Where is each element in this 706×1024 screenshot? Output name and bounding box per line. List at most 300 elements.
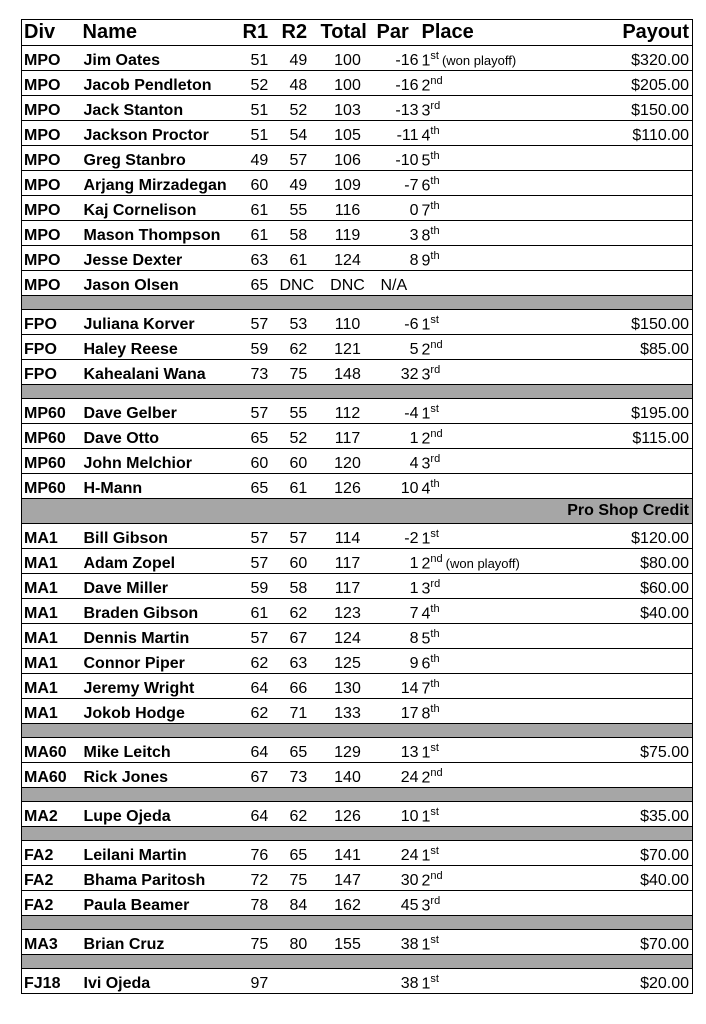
separator-row	[22, 499, 693, 524]
round2-cell: 71	[280, 699, 319, 724]
par-cell: 45	[375, 891, 420, 916]
total-cell: 103	[319, 96, 375, 121]
player-name-cell: Dave Gelber	[81, 399, 241, 424]
par-cell: 38	[375, 969, 420, 994]
round2-cell: 60	[280, 549, 319, 574]
round2-cell: DNC	[280, 271, 319, 296]
round1-cell: 51	[241, 46, 280, 71]
place-number: 1	[421, 316, 431, 333]
division-cell: MPO	[22, 221, 81, 246]
place-suffix: st	[430, 972, 439, 985]
place-number: 1	[421, 847, 431, 864]
division-cell: MPO	[22, 96, 81, 121]
place-cell	[420, 524, 575, 549]
place-suffix: nd	[430, 869, 443, 882]
par-cell: 10	[375, 802, 420, 827]
place-number: 7	[421, 680, 431, 697]
place-cell	[420, 891, 575, 916]
player-name-cell: Dennis Martin	[81, 624, 241, 649]
place-cell	[420, 674, 575, 699]
round1-cell: 67	[241, 763, 280, 788]
round2-cell: 66	[280, 674, 319, 699]
division-cell: FA2	[22, 866, 81, 891]
player-name-cell: Greg Stanbro	[81, 146, 241, 171]
place-suffix: nd	[430, 766, 443, 779]
round2-cell: 65	[280, 738, 319, 763]
place-suffix: st	[430, 844, 439, 857]
table-row	[22, 271, 693, 296]
place-suffix: st	[430, 402, 439, 415]
place-suffix: rd	[430, 452, 441, 465]
place-cell	[420, 699, 575, 724]
total-cell: 105	[319, 121, 375, 146]
place-cell	[420, 146, 575, 171]
round1-cell: 61	[241, 599, 280, 624]
round2-cell: 62	[280, 335, 319, 360]
place-suffix: th	[430, 477, 440, 490]
payout-cell: $40.00	[575, 866, 693, 891]
round2-cell: 62	[280, 802, 319, 827]
header-par: Par	[375, 20, 420, 46]
division-cell: MPO	[22, 246, 81, 271]
par-cell: 17	[375, 699, 420, 724]
round1-cell: 64	[241, 802, 280, 827]
place-suffix: st	[430, 741, 439, 754]
results-body	[22, 46, 693, 994]
round1-cell: 60	[241, 449, 280, 474]
header-total: Total	[319, 20, 375, 46]
payout-cell: $70.00	[575, 930, 693, 955]
player-name-cell: Mike Leitch	[81, 738, 241, 763]
total-cell: 121	[319, 335, 375, 360]
player-name-cell: Jeremy Wright	[81, 674, 241, 699]
place-number: 9	[421, 252, 431, 269]
round2-cell: 61	[280, 246, 319, 271]
payout-cell: $80.00	[575, 549, 693, 574]
par-cell: 10	[375, 474, 420, 499]
round1-cell: 57	[241, 549, 280, 574]
player-name-cell: Rick Jones	[81, 763, 241, 788]
header-r2: R2	[280, 20, 319, 46]
player-name-cell: Brian Cruz	[81, 930, 241, 955]
table-row	[22, 891, 693, 916]
payout-cell: $120.00	[575, 524, 693, 549]
player-name-cell: Juliana Korver	[81, 310, 241, 335]
place-number: 1	[421, 975, 431, 992]
place-suffix: rd	[430, 363, 441, 376]
round1-cell: 64	[241, 674, 280, 699]
payout-cell	[575, 474, 693, 499]
results-table	[21, 19, 693, 994]
place-cell	[420, 649, 575, 674]
total-cell: 141	[319, 841, 375, 866]
place-suffix: st	[430, 527, 439, 540]
place-cell	[420, 424, 575, 449]
round1-cell: 52	[241, 71, 280, 96]
place-suffix: th	[430, 249, 440, 262]
par-cell: -4	[375, 399, 420, 424]
division-cell: FPO	[22, 310, 81, 335]
table-row	[22, 738, 693, 763]
place-suffix: th	[430, 199, 440, 212]
place-cell	[420, 574, 575, 599]
division-cell: FJ18	[22, 969, 81, 994]
payout-cell: $20.00	[575, 969, 693, 994]
place-suffix: nd	[430, 427, 443, 440]
round2-cell: 73	[280, 763, 319, 788]
payout-cell	[575, 624, 693, 649]
division-cell: MPO	[22, 46, 81, 71]
table-row	[22, 649, 693, 674]
payout-cell	[575, 699, 693, 724]
payout-cell	[575, 221, 693, 246]
place-cell	[420, 624, 575, 649]
place-cell	[420, 763, 575, 788]
total-cell: 147	[319, 866, 375, 891]
round1-cell: 64	[241, 738, 280, 763]
division-separator	[22, 916, 693, 930]
header-place: Place	[420, 20, 575, 46]
total-cell: 126	[319, 802, 375, 827]
place-suffix: nd	[430, 338, 443, 351]
round1-cell: 51	[241, 121, 280, 146]
par-cell: -16	[375, 71, 420, 96]
separator-row	[22, 385, 693, 399]
par-cell: 38	[375, 930, 420, 955]
round1-cell: 73	[241, 360, 280, 385]
division-separator	[22, 788, 693, 802]
par-cell: -7	[375, 171, 420, 196]
round1-cell: 78	[241, 891, 280, 916]
round2-cell: 57	[280, 524, 319, 549]
player-name-cell: Bhama Paritosh	[81, 866, 241, 891]
round1-cell: 57	[241, 624, 280, 649]
payout-cell	[575, 891, 693, 916]
table-row	[22, 424, 693, 449]
total-cell: 155	[319, 930, 375, 955]
table-row	[22, 624, 693, 649]
round1-cell: 62	[241, 649, 280, 674]
round2-cell: 55	[280, 399, 319, 424]
place-cell	[420, 46, 575, 71]
payout-cell: $320.00	[575, 46, 693, 71]
table-row	[22, 171, 693, 196]
total-cell: 124	[319, 246, 375, 271]
place-number: 3	[421, 366, 431, 383]
round1-cell: 61	[241, 221, 280, 246]
total-cell: 100	[319, 46, 375, 71]
division-cell: FA2	[22, 891, 81, 916]
payout-cell	[575, 763, 693, 788]
place-number: 6	[421, 177, 431, 194]
payout-cell: $205.00	[575, 71, 693, 96]
table-row	[22, 221, 693, 246]
place-cell	[420, 841, 575, 866]
par-cell: -13	[375, 96, 420, 121]
round2-cell: 75	[280, 866, 319, 891]
player-name-cell: Leilani Martin	[81, 841, 241, 866]
player-name-cell: H-Mann	[81, 474, 241, 499]
results-sheet	[21, 19, 692, 994]
player-name-cell: Jesse Dexter	[81, 246, 241, 271]
total-cell: 112	[319, 399, 375, 424]
playoff-note: (won playoff)	[445, 556, 520, 571]
payout-cell: $35.00	[575, 802, 693, 827]
division-cell: MA1	[22, 524, 81, 549]
round2-cell: 49	[280, 46, 319, 71]
table-row	[22, 121, 693, 146]
par-cell: 9	[375, 649, 420, 674]
table-row	[22, 763, 693, 788]
table-row	[22, 46, 693, 71]
division-separator	[22, 296, 693, 310]
round2-cell: 67	[280, 624, 319, 649]
payout-cell: $70.00	[575, 841, 693, 866]
division-cell: MA60	[22, 763, 81, 788]
player-name-cell: Mason Thompson	[81, 221, 241, 246]
place-suffix: th	[430, 602, 440, 615]
place-suffix: rd	[430, 99, 441, 112]
total-cell: 117	[319, 424, 375, 449]
place-suffix: th	[430, 702, 440, 715]
round2-cell: 58	[280, 221, 319, 246]
place-number: 3	[421, 897, 431, 914]
header-name: Name	[81, 20, 241, 46]
total-cell: 124	[319, 624, 375, 649]
round2-cell: 84	[280, 891, 319, 916]
par-cell: 1	[375, 549, 420, 574]
place-number: 2	[421, 555, 431, 572]
player-name-cell: Dave Miller	[81, 574, 241, 599]
place-cell	[420, 246, 575, 271]
table-row	[22, 474, 693, 499]
table-row	[22, 310, 693, 335]
place-number: 1	[421, 530, 431, 547]
division-cell: MA60	[22, 738, 81, 763]
round1-cell: 97	[241, 969, 280, 994]
place-cell	[420, 335, 575, 360]
total-cell: 116	[319, 196, 375, 221]
place-number: 2	[421, 430, 431, 447]
total-cell: 119	[319, 221, 375, 246]
place-cell	[420, 71, 575, 96]
place-cell	[420, 449, 575, 474]
place-number: 1	[421, 744, 431, 761]
total-cell: 133	[319, 699, 375, 724]
division-cell: MP60	[22, 399, 81, 424]
total-cell: 120	[319, 449, 375, 474]
division-cell: MA1	[22, 699, 81, 724]
place-number: 1	[421, 52, 431, 69]
table-row	[22, 841, 693, 866]
round1-cell: 75	[241, 930, 280, 955]
place-suffix: th	[430, 174, 440, 187]
place-number: 5	[421, 152, 431, 169]
par-cell: -2	[375, 524, 420, 549]
separator-row	[22, 916, 693, 930]
player-name-cell: Lupe Ojeda	[81, 802, 241, 827]
header-r1: R1	[241, 20, 280, 46]
par-cell: -10	[375, 146, 420, 171]
par-cell: 24	[375, 841, 420, 866]
place-cell	[420, 599, 575, 624]
par-cell: 8	[375, 624, 420, 649]
place-suffix: rd	[430, 894, 441, 907]
division-cell: MP60	[22, 424, 81, 449]
division-separator	[22, 724, 693, 738]
round2-cell: 63	[280, 649, 319, 674]
place-cell	[420, 969, 575, 994]
total-cell: 109	[319, 171, 375, 196]
total-cell: 162	[319, 891, 375, 916]
table-row	[22, 449, 693, 474]
payout-cell: $150.00	[575, 96, 693, 121]
total-cell: 117	[319, 574, 375, 599]
division-cell: MA3	[22, 930, 81, 955]
place-suffix: th	[430, 627, 440, 640]
round1-cell: 61	[241, 196, 280, 221]
table-row	[22, 969, 693, 994]
place-number: 8	[421, 705, 431, 722]
place-number: 3	[421, 102, 431, 119]
round2-cell: 57	[280, 146, 319, 171]
round1-cell: 65	[241, 474, 280, 499]
place-suffix: th	[430, 677, 440, 690]
total-cell: 130	[319, 674, 375, 699]
place-cell	[420, 802, 575, 827]
payout-cell	[575, 246, 693, 271]
table-row	[22, 524, 693, 549]
place-suffix: nd	[430, 74, 443, 87]
total-cell: 110	[319, 310, 375, 335]
round1-cell: 59	[241, 335, 280, 360]
player-name-cell: Paula Beamer	[81, 891, 241, 916]
separator-row	[22, 296, 693, 310]
round2-cell: 48	[280, 71, 319, 96]
division-separator	[22, 385, 693, 399]
player-name-cell: Kahealani Wana	[81, 360, 241, 385]
par-cell: 32	[375, 360, 420, 385]
round2-cell: 53	[280, 310, 319, 335]
total-cell: 148	[319, 360, 375, 385]
par-cell: 1	[375, 424, 420, 449]
division-cell: MP60	[22, 449, 81, 474]
place-suffix: th	[430, 652, 440, 665]
place-number: 5	[421, 630, 431, 647]
division-cell: MA1	[22, 674, 81, 699]
place-number: 6	[421, 655, 431, 672]
payout-cell: $85.00	[575, 335, 693, 360]
table-row	[22, 399, 693, 424]
place-suffix: rd	[430, 577, 441, 590]
division-cell: MPO	[22, 271, 81, 296]
par-cell: 7	[375, 599, 420, 624]
player-name-cell: Jokob Hodge	[81, 699, 241, 724]
place-number: 1	[421, 936, 431, 953]
division-cell: MA1	[22, 624, 81, 649]
par-cell: -6	[375, 310, 420, 335]
player-name-cell: Haley Reese	[81, 335, 241, 360]
payout-cell	[575, 146, 693, 171]
division-cell: MP60	[22, 474, 81, 499]
payout-cell	[575, 649, 693, 674]
total-cell: 126	[319, 474, 375, 499]
payout-cell: $150.00	[575, 310, 693, 335]
round1-cell: 57	[241, 310, 280, 335]
place-number: 4	[421, 605, 431, 622]
place-cell	[420, 738, 575, 763]
division-cell: MA1	[22, 599, 81, 624]
round1-cell: 49	[241, 146, 280, 171]
round2-cell: 54	[280, 121, 319, 146]
place-cell	[420, 196, 575, 221]
table-row	[22, 96, 693, 121]
payout-cell: $60.00	[575, 574, 693, 599]
place-suffix: th	[430, 149, 440, 162]
par-cell: 13	[375, 738, 420, 763]
player-name-cell: Connor Piper	[81, 649, 241, 674]
division-cell: FPO	[22, 335, 81, 360]
place-number: 1	[421, 808, 431, 825]
total-cell: 123	[319, 599, 375, 624]
round2-cell: 52	[280, 96, 319, 121]
payout-cell	[575, 360, 693, 385]
player-name-cell: Dave Otto	[81, 424, 241, 449]
payout-cell	[575, 171, 693, 196]
payout-cell	[575, 674, 693, 699]
table-row	[22, 146, 693, 171]
par-cell: N/A	[375, 271, 420, 296]
table-row	[22, 196, 693, 221]
table-row	[22, 802, 693, 827]
separator-row	[22, 788, 693, 802]
player-name-cell: Jim Oates	[81, 46, 241, 71]
player-name-cell: Jacob Pendleton	[81, 71, 241, 96]
par-cell: 1	[375, 574, 420, 599]
table-row	[22, 335, 693, 360]
player-name-cell: Kaj Cornelison	[81, 196, 241, 221]
payout-cell: $110.00	[575, 121, 693, 146]
division-separator	[22, 955, 693, 969]
par-cell: 3	[375, 221, 420, 246]
division-cell: MPO	[22, 146, 81, 171]
place-number: 1	[421, 405, 431, 422]
table-row	[22, 866, 693, 891]
pro-shop-credit-label: Pro Shop Credit	[22, 499, 693, 524]
round2-cell	[280, 969, 319, 994]
payout-cell: $75.00	[575, 738, 693, 763]
round2-cell: 60	[280, 449, 319, 474]
place-number: 2	[421, 872, 431, 889]
place-suffix: st	[430, 933, 439, 946]
total-cell: 106	[319, 146, 375, 171]
division-cell: MPO	[22, 121, 81, 146]
par-cell: -16	[375, 46, 420, 71]
table-row	[22, 360, 693, 385]
place-cell	[420, 121, 575, 146]
total-cell: 117	[319, 549, 375, 574]
par-cell: 14	[375, 674, 420, 699]
round2-cell: 52	[280, 424, 319, 449]
par-cell: -11	[375, 121, 420, 146]
payout-cell: $115.00	[575, 424, 693, 449]
par-cell: 24	[375, 763, 420, 788]
place-number: 3	[421, 455, 431, 472]
par-cell: 30	[375, 866, 420, 891]
division-cell: MPO	[22, 171, 81, 196]
total-cell: 100	[319, 71, 375, 96]
division-cell: MA1	[22, 549, 81, 574]
